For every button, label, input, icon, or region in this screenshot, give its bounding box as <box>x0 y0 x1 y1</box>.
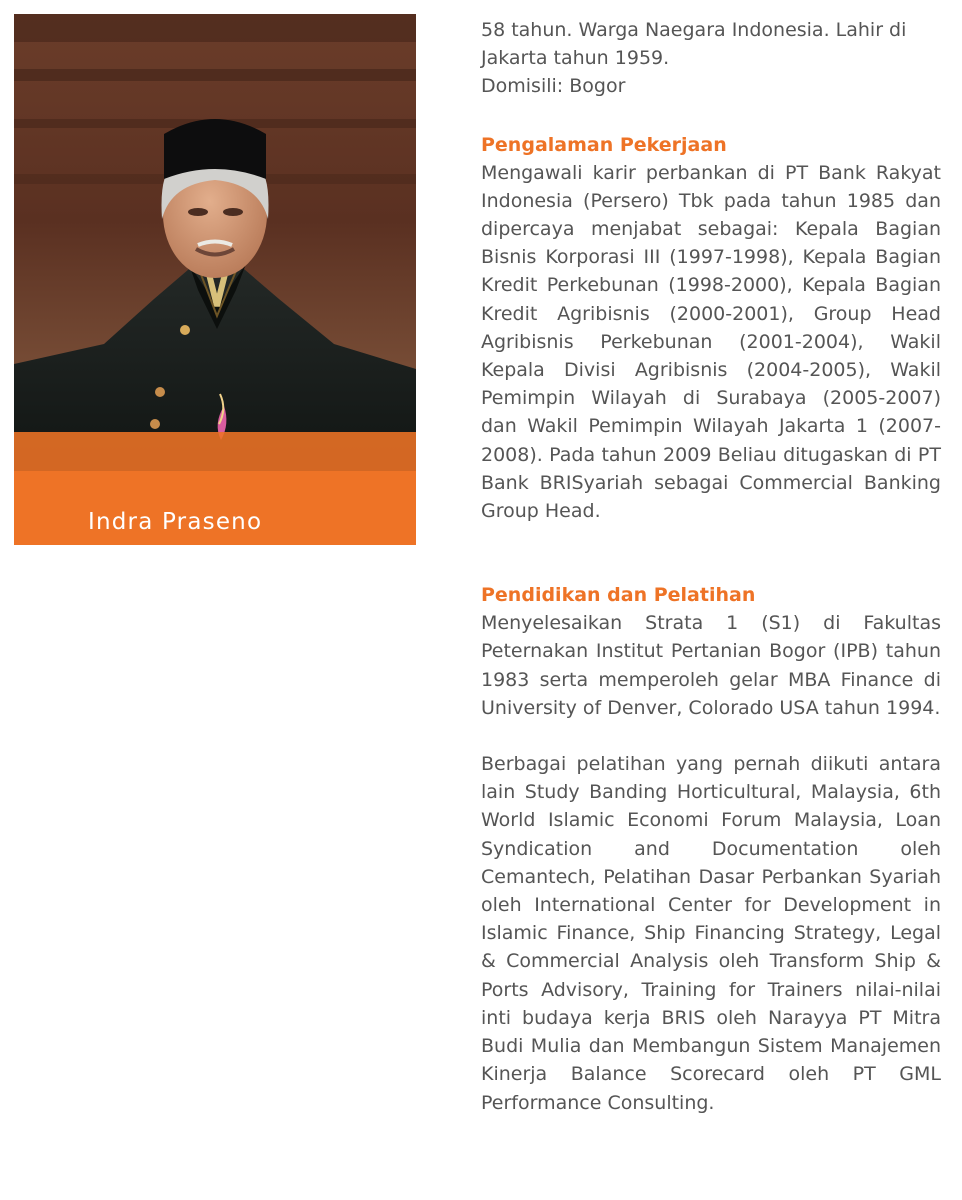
intro-line-3: Domisili: Bogor <box>481 75 626 98</box>
profile-photo <box>14 14 416 474</box>
name-band-overlay <box>14 432 416 474</box>
intro-line-2: Jakarta tahun 1959. <box>481 47 670 70</box>
training-body: Berbagai pelatihan yang pernah diikuti antara lain Study Banding Horticultural, Malaysia, 6th World Islamic Economi Forum Malaysia, Loan Syndication and Documentation oleh Cemantech, Pelatihan Dasar Perbankan Syariah oleh International Center for Development in Islamic Finance, Ship Financing Strategy, Legal & Commercial Analysis oleh Transform Ship & Ports Advisory, Training for Trainers nilai-nilai inti budaya kerja BRIS oleh Narayya PT Mitra Budi Mulia dan Membangun Sistem Manajemen Kinerja Balance Scorecard oleh PT GML Performance Consulting. <box>481 753 941 1114</box>
education-title: Pendidikan dan Pelatihan <box>481 584 756 607</box>
experience-title: Pengalaman Pekerjaan <box>481 133 727 156</box>
person-name: Indra Praseno <box>88 509 263 535</box>
intro-line-1: 58 tahun. Warga Naegara Indonesia. Lahir di <box>481 19 907 41</box>
intro <box>481 16 941 101</box>
experience-body: Mengawali karir perbankan di PT Bank Rakyat Indonesia (Persero) Tbk pada tahun 1985 dan dipercaya menjabat sebagai: Kepala Bagian Bisnis Korporasi III (1997-1998), Kepala Bagian Kredit Perkebunan (1998-2000), Kepala Bagian Kredit Agribisnis (2000-2001), Group Head Agribisnis Perkebunan (2001-2004), Wakil Kepala Divisi Agribisnis (2004-2005), Wakil Pemimpin Wilayah di Surabaya (2005-2007) dan Wakil Pemimpin Wilayah Jakarta 1 (2007-2008). Pada tahun 2009 Beliau ditugaskan di PT Bank BRISyariah sebagai Commercial Banking Group Head. <box>481 161 941 523</box>
education-body: Menyelesaikan Strata 1 (S1) di Fakultas Peternakan Institut Pertanian Bogor (IPB) tahun 1983 serta memperoleh gelar MBA Finance di University of Denver, Colorado USA tahun 1994. <box>481 612 941 719</box>
profile-content <box>481 16 941 1117</box>
profile-card <box>14 14 416 545</box>
